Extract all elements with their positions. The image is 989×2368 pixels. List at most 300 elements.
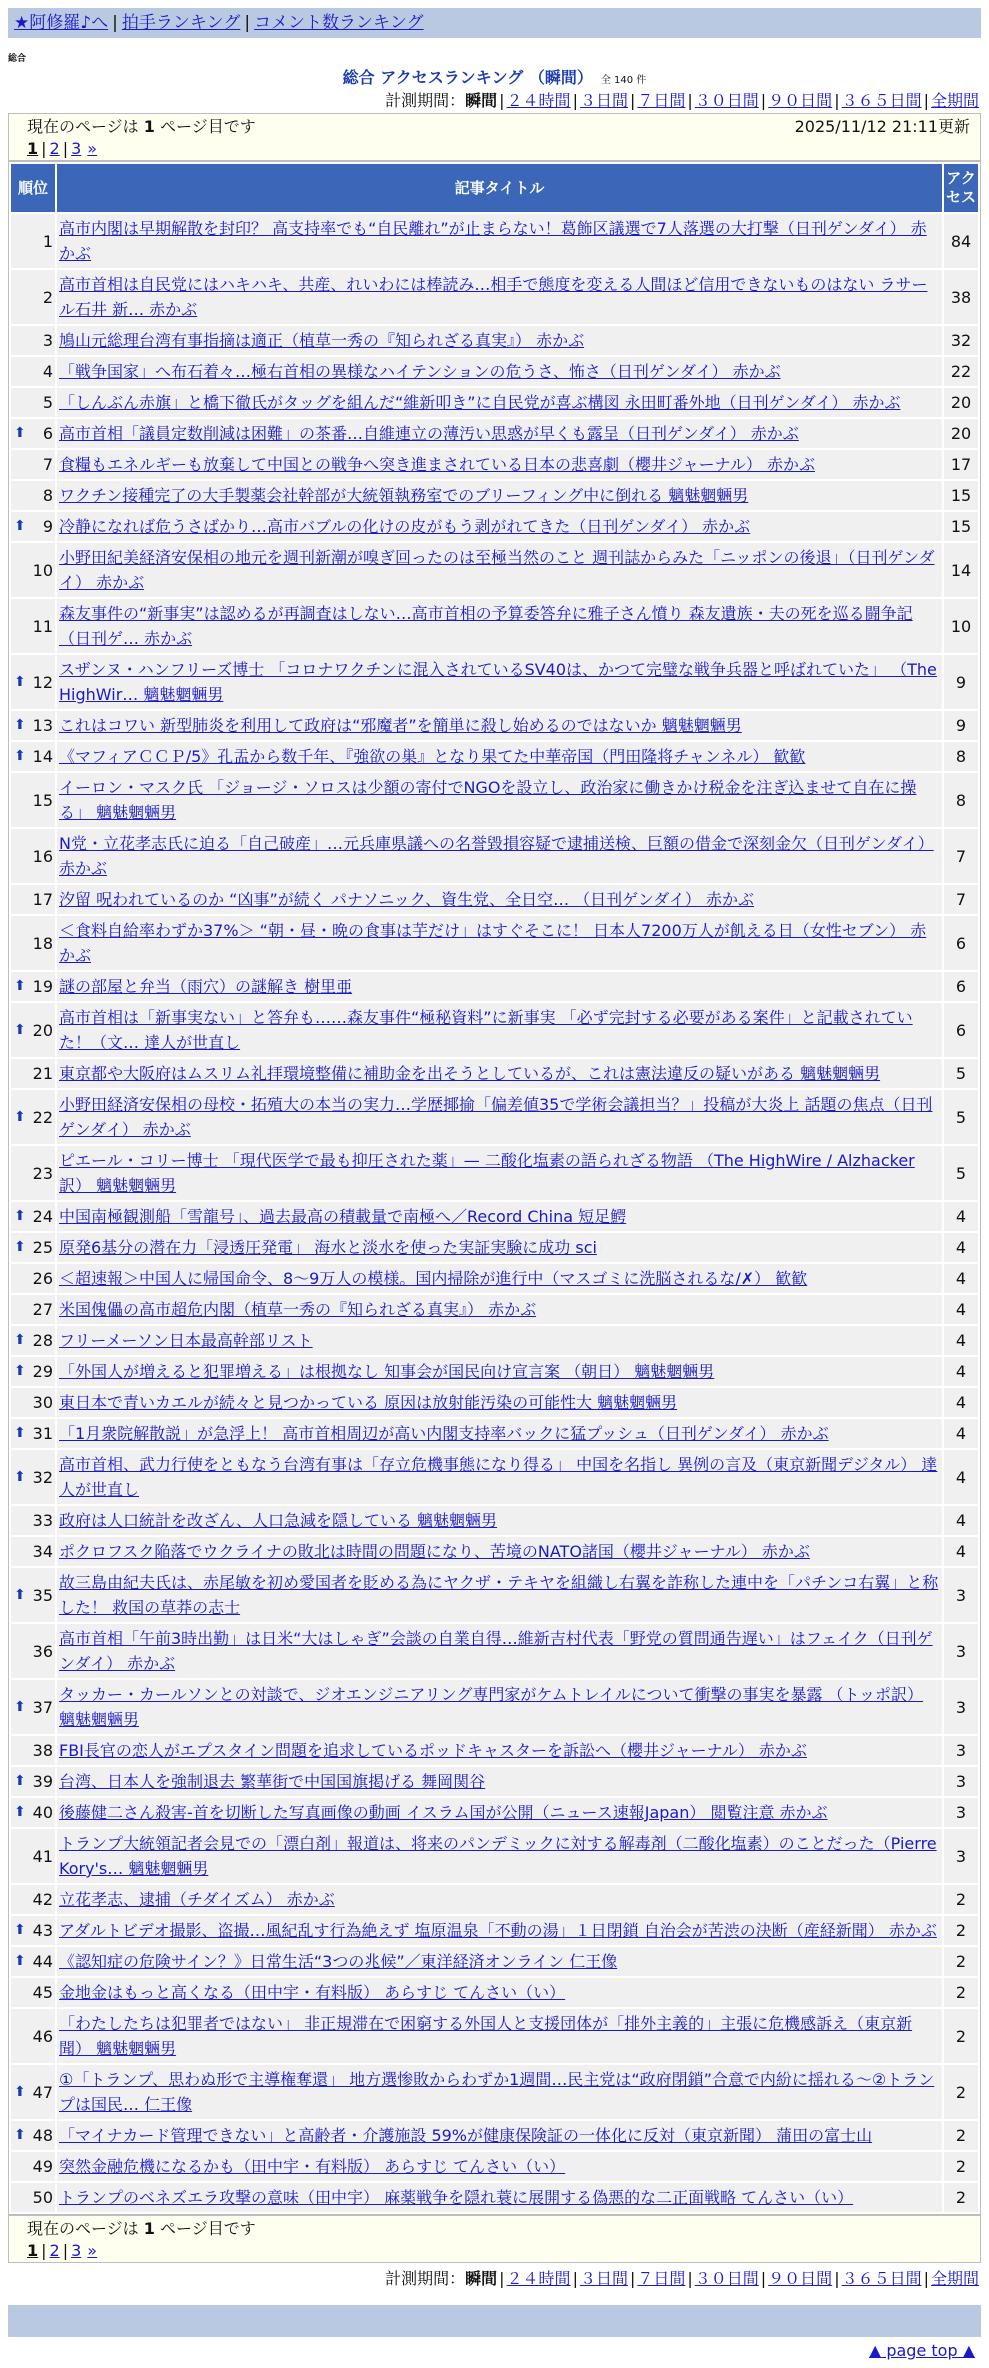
title-cell — [57, 512, 942, 541]
title-cell — [57, 1506, 942, 1535]
article-title-link[interactable]: 「戦争国家」へ布石着々…極右首相の異様なハイテンションの危うさ、怖さ（日刊ゲンダイ） 赤かぶ — [59, 362, 781, 381]
rank-number: 48 — [32, 2126, 53, 2145]
rank-number: 17 — [32, 890, 53, 909]
rank-cell — [11, 1059, 55, 1088]
rank-cell — [11, 1798, 55, 1827]
table-row — [11, 1506, 978, 1535]
access-count: 4 — [944, 1295, 978, 1324]
access-count: 3 — [944, 1680, 978, 1734]
access-count: 15 — [944, 512, 978, 541]
table-row — [11, 1090, 978, 1144]
article-title-link[interactable]: ワクチン接種完了の大手製薬会社幹部が大統領執務室でのブリーフィング中に倒れる 魑魅魍魎男 — [59, 486, 749, 505]
article-title-link[interactable]: 高市首相「議員定数削減は困難」の茶番…自維連立の薄汚い思惑が早くも露呈（日刊ゲンダイ） 赤かぶ — [59, 424, 799, 443]
access-count: 2 — [944, 1885, 978, 1914]
title-cell — [57, 388, 942, 417]
pager-link-next-bottom[interactable]: » — [87, 2241, 98, 2260]
article-title-link[interactable]: 高市首相は自民党にはハキハキ、共産、れいわには棒読み…相手で態度を変える人間ほど信用できないものはない ラサール石井 新… 赤かぶ — [59, 275, 928, 319]
access-count: 10 — [944, 599, 978, 653]
rank-number: 33 — [32, 1511, 53, 1530]
title-cell — [57, 326, 942, 355]
up-arrow-icon: ⬆ — [14, 717, 26, 733]
rank-cell — [11, 829, 55, 883]
article-title-link[interactable]: 立花孝志、逮捕（チダイズム） 赤かぶ — [59, 1890, 335, 1909]
period-selector-top: 計測期間：瞬間 | ２４時間 | ３日間 | ７日間 | ３０日間 | ９０日間 | ３６５日間 | 全期間 — [385, 91, 979, 110]
rank-cell — [11, 270, 55, 324]
table-row — [11, 1357, 978, 1386]
rank-number: 22 — [32, 1107, 53, 1127]
up-arrow-icon: ⬆ — [14, 1773, 26, 1789]
title-cell — [57, 1568, 942, 1622]
table-row — [11, 1568, 978, 1622]
access-count: 6 — [944, 916, 978, 970]
table-header-row — [11, 164, 978, 212]
table-row — [11, 1326, 978, 1355]
title-cell — [57, 270, 942, 324]
article-title-link[interactable]: 「マイナカード管理できない」と高齢者・介護施設 59%が健康保険証の一体化に反対（東京新聞） 蒲田の富士山 — [59, 2126, 873, 2145]
rank-cell — [11, 1090, 55, 1144]
up-arrow-icon: ⬆ — [14, 2083, 26, 2100]
access-count: 3 — [944, 1624, 978, 1678]
period-link-365d-bottom[interactable]: ３６５日間 — [841, 2269, 922, 2288]
rank-cell — [11, 1357, 55, 1386]
title-cell — [57, 481, 942, 510]
access-count: 4 — [944, 1537, 978, 1566]
article-title-link[interactable]: ＜超速報＞中国人に帰国命令、8～9万人の模様。国内掃除が進行中（マスゴミに洗脳されるな/✗） 歓歓 — [59, 1269, 808, 1288]
rank-number: 26 — [32, 1269, 53, 1288]
rank-number: 12 — [32, 672, 53, 692]
table-row — [11, 388, 978, 417]
rank-cell — [11, 1680, 55, 1734]
table-row — [11, 214, 978, 268]
article-title-link[interactable]: 原発6基分の潜在力「浸透圧発電」 海水と淡水を使った実証実験に成功 sci — [59, 1238, 597, 1257]
period-current-bottom: 瞬間 — [465, 2269, 498, 2288]
rank-cell — [11, 543, 55, 597]
rank-number: 46 — [32, 2026, 53, 2046]
title-cell — [57, 1978, 942, 2007]
rank-cell — [11, 2121, 55, 2150]
table-row — [11, 1059, 978, 1088]
title-cell — [57, 773, 942, 827]
access-count: 3 — [944, 1829, 978, 1883]
table-row — [11, 1978, 978, 2007]
article-title-link[interactable]: 「1月衆院解散説」が急浮上！ 高市首相周辺が高い内閣支持率バックに猛プッシュ（日刊ゲンダイ） 赤かぶ — [59, 1424, 829, 1443]
rank-cell — [11, 1506, 55, 1535]
rank-cell — [11, 1885, 55, 1914]
ranking-table-body — [11, 214, 978, 2212]
title-cell — [57, 1090, 942, 1144]
access-count: 4 — [944, 1326, 978, 1355]
article-title-link[interactable]: トランプ大統領記者会見での「漂白剤」報道は、将来のパンデミックに対する解毒剤（二酸化塩素）のことだった（Pierre Kory's… 魑魅魍魎男 — [59, 1834, 937, 1878]
rank-cell — [11, 1829, 55, 1883]
article-title-link[interactable]: 高市首相は「新事実ない」と答弁も……森友事件“極秘資料”に新事実 「必ず完封する必要がある案件」と記載されていた！（文… 達人が世直し — [59, 1008, 913, 1052]
rank-cell — [11, 1233, 55, 1262]
access-count: 4 — [944, 1388, 978, 1417]
pager-bottom: 1 | 2 | 3 » — [27, 2241, 98, 2260]
rank-cell — [11, 1326, 55, 1355]
table-row — [11, 829, 978, 883]
article-title-link[interactable]: N党・立花孝志氏に迫る「自己破産」…元兵庫県議への名誉毀損容疑で逮捕送検、巨額の借金で深刻金欠（日刊ゲンダイ） 赤かぶ — [59, 834, 934, 878]
table-row — [11, 543, 978, 597]
rank-cell — [11, 972, 55, 1001]
title-cell — [57, 1233, 942, 1262]
rank-number: 44 — [32, 1952, 53, 1971]
table-row — [11, 1829, 978, 1883]
table-row — [11, 1537, 978, 1566]
table-row — [11, 885, 978, 914]
rank-cell — [11, 1450, 55, 1504]
article-title-link[interactable]: 後藤健二さん殺害-首を切断した写真画像の動画 イスラム国が公開（ニュース速報Japan） 閲覧注意 赤かぶ — [59, 1803, 828, 1822]
title-cell — [57, 1419, 942, 1448]
rank-cell — [11, 773, 55, 827]
article-title-link[interactable]: 謎の部屋と弁当（雨穴）の謎解き 樹里亜 — [59, 977, 353, 996]
table-row — [11, 512, 978, 541]
table-row — [11, 1003, 978, 1057]
title-cell — [57, 214, 942, 268]
rank-cell — [11, 711, 55, 740]
access-count: 20 — [944, 419, 978, 448]
access-count: 6 — [944, 972, 978, 1001]
title-cell — [57, 1736, 942, 1765]
title-cell — [57, 1537, 942, 1566]
period-link-90d[interactable]: ９０日間 — [768, 91, 833, 110]
article-title-link[interactable]: 中国南極観測船「雪龍号」、過去最高の積載量で南極へ／Record China 短足鰐 — [59, 1207, 627, 1226]
up-arrow-icon: ⬆ — [14, 425, 26, 441]
access-count: 5 — [944, 1090, 978, 1144]
rank-cell — [11, 1947, 55, 1976]
up-arrow-icon: ⬆ — [14, 1239, 26, 1255]
rank-number: 14 — [32, 747, 53, 766]
article-title-link[interactable]: ピエール・コリー博士 「現代医学で最も抑圧された薬」— 二酸化塩素の語られざる物語 （The HighWire / Alzhacker訳） 魑魅魍魎男 — [59, 1151, 915, 1195]
rank-cell — [11, 1202, 55, 1231]
rank-cell — [11, 916, 55, 970]
rank-number: 32 — [32, 1467, 53, 1487]
period-link-3d-bottom[interactable]: ３日間 — [579, 2269, 628, 2288]
article-title-link[interactable]: 汐留 呪われているのか “凶事”が続く パナソニック、資生党、全日空… （日刊ゲンダイ） 赤かぶ — [59, 890, 754, 909]
bottom-bar — [8, 2305, 981, 2337]
page-top-link[interactable]: ▲ page top ▲ — [868, 2341, 975, 2360]
table-row — [11, 357, 978, 386]
pager-link-3[interactable]: 3 — [71, 139, 82, 158]
access-count: 15 — [944, 481, 978, 510]
rank-cell — [11, 1264, 55, 1293]
rank-number: 47 — [32, 2082, 53, 2102]
up-arrow-icon: ⬆ — [14, 518, 26, 534]
period-link-30d-bottom[interactable]: ３０日間 — [694, 2269, 759, 2288]
rank-cell — [11, 214, 55, 268]
title-cell — [57, 1295, 942, 1324]
pager-top: 1 | 2 | 3 » — [27, 139, 98, 158]
title-cell — [57, 599, 942, 653]
rank-number: 50 — [32, 2188, 53, 2207]
article-title-link[interactable]: 《マフィアＣＣＰ/5》孔盂から数千年、『強欲の巣』となり果てた中華帝国（門田隆将チャンネル） 歓歓 — [59, 747, 806, 766]
up-arrow-icon: ⬆ — [14, 1953, 26, 1969]
header-count: アクセス — [944, 164, 978, 212]
current-page-suffix-bottom: ページ目です — [160, 2219, 256, 2238]
rank-cell — [11, 1978, 55, 2007]
period-label: 計測期間： — [385, 91, 466, 110]
pager-current-bottom: 1 — [27, 2241, 39, 2260]
pager-current: 1 — [27, 139, 39, 158]
rank-number: 40 — [32, 1803, 53, 1822]
rank-number: 7 — [42, 455, 53, 474]
access-count: 2 — [944, 2009, 978, 2063]
article-title-link[interactable]: 《認知症の危険サイン？》日常生活“3つの兆候”／東洋経済オンライン 仁王像 — [59, 1952, 618, 1971]
rank-number: 31 — [32, 1424, 53, 1443]
title-cell — [57, 1326, 942, 1355]
article-title-link[interactable]: 「外国人が増えると犯罪増える」は根拠なし 知事会が国民向け宣言案 （朝日） 魑魅魍魎男 — [59, 1362, 715, 1381]
rank-number: 11 — [32, 616, 53, 636]
title-cell — [57, 419, 942, 448]
table-row — [11, 1419, 978, 1448]
article-title-link[interactable]: ＜食料自給率わずか37%＞ “朝・昼・晩の食事は芋だけ」はすぐそこに！ 日本人7200万人が飢える日（女性セブン） 赤かぶ — [59, 921, 927, 965]
title-cell — [57, 829, 942, 883]
access-count: 4 — [944, 1450, 978, 1504]
updated-timestamp: 2025/11/12 21:11更新 — [794, 117, 970, 136]
period-selector-bottom: 計測期間：瞬間 | ２４時間 | ３日間 | ７日間 | ３０日間 | ９０日間 | ３６５日間 | 全期間 — [385, 2269, 979, 2288]
title-cell — [57, 916, 942, 970]
rank-number: 4 — [42, 362, 53, 381]
rank-number: 37 — [32, 1697, 53, 1717]
article-title-link[interactable]: 金地金はもっと高くなる（田中宇・有料版） あらすじ てんさい（い） — [59, 1983, 566, 2002]
article-title-link[interactable]: 食糧もエネルギーも放棄して中国との戦争へ突き進まされている日本の悲喜劇（櫻井ジャーナル） 赤かぶ — [59, 455, 815, 474]
pager-link-2[interactable]: 2 — [49, 139, 60, 158]
rank-number: 1 — [42, 231, 53, 251]
table-row — [11, 326, 978, 355]
rank-number: 8 — [42, 486, 53, 505]
current-page-prefix-bottom: 現在のページは — [27, 2219, 139, 2238]
period-label-bottom: 計測期間： — [385, 2269, 466, 2288]
article-title-link[interactable]: FBI長官の恋人がエプスタイン問題を追求しているポッドキャスターを訴訟へ（櫻井ジャーナル） 赤かぶ — [59, 1741, 807, 1760]
period-link-3d[interactable]: ３日間 — [579, 91, 628, 110]
article-title-link[interactable]: 鳩山元総理台湾有事指摘は適正（植草一秀の『知られざる真実』） 赤かぶ — [59, 331, 585, 350]
title-cell — [57, 1624, 942, 1678]
article-title-link[interactable]: 「しんぶん赤旗」と橋下徹氏がタッグを組んだ“維新叩き”に自民党が喜ぶ構図 永田町番外地（日刊ゲンダイ） 赤かぶ — [59, 393, 901, 412]
access-count: 7 — [944, 829, 978, 883]
pager-link-3-bottom[interactable]: 3 — [71, 2241, 82, 2260]
article-title-link[interactable]: 台湾、日本人を強制退去 繁華街で中国国旗掲げる 舞岡関谷 — [59, 1772, 486, 1791]
rank-number: 23 — [32, 1163, 53, 1183]
article-title-link[interactable]: 小野田紀美経済安保相の地元を週刊新潮が嗅ぎ回ったのは至極当然のこと 週刊誌からみた「ニッポンの後退」（日刊ゲンダイ） 赤かぶ — [59, 548, 935, 592]
up-arrow-icon: ⬆ — [14, 1804, 26, 1820]
page-info-top — [8, 113, 981, 161]
rank-number: 20 — [32, 1020, 53, 1040]
article-title-link[interactable]: タッカー・カールソンとの対談で、ジオエンジニアリング専門家がケムトレイルについて衝撃の事実を暴露 （トッポ訳） 魑魅魍魎男 — [59, 1685, 924, 1729]
page-info-bottom — [8, 2215, 981, 2263]
title-cell — [57, 1202, 942, 1231]
rank-cell — [11, 1537, 55, 1566]
period-link-7d-bottom[interactable]: ７日間 — [637, 2269, 686, 2288]
title-cell — [57, 742, 942, 771]
rank-number: 45 — [32, 1983, 53, 2002]
access-count: 2 — [944, 2183, 978, 2212]
rank-cell — [11, 1003, 55, 1057]
access-count: 3 — [944, 1736, 978, 1765]
rank-cell — [11, 450, 55, 479]
rank-number: 21 — [32, 1064, 53, 1083]
rank-number: 30 — [32, 1393, 53, 1412]
table-row — [11, 711, 978, 740]
up-arrow-icon: ⬆ — [14, 1208, 26, 1224]
top-nav-link-home[interactable]: ★阿修羅♪へ — [14, 13, 109, 33]
title-cell — [57, 1767, 942, 1796]
current-page-text-bottom — [27, 2218, 970, 2240]
article-title-link[interactable]: 東日本で青いカエルが続々と見つかっている 原因は放射能汚染の可能性大 魑魅魍魎男 — [59, 1393, 678, 1412]
period-current: 瞬間 — [465, 91, 498, 110]
title-cell — [57, 1357, 942, 1386]
article-title-link[interactable]: 「わたしたちは犯罪者ではない」 非正規滞在で困窮する外国人と支援団体が「排外主義的」主張に危機感訴え（東京新聞） 魑魅魍魎男 — [59, 2014, 913, 2058]
rank-cell — [11, 388, 55, 417]
title-cell — [57, 1680, 942, 1734]
period-link-30d[interactable]: ３０日間 — [694, 91, 759, 110]
up-arrow-icon: ⬆ — [14, 2127, 26, 2143]
rank-cell — [11, 481, 55, 510]
access-count: 4 — [944, 1506, 978, 1535]
rank-cell — [11, 885, 55, 914]
article-title-link[interactable]: トランプのベネズエラ攻撃の意味（田中宇） 麻薬戦争を隠れ蓑に展開する偽悪的な二正面戦略 てんさい（い） — [59, 2188, 854, 2207]
up-arrow-icon: ⬆ — [14, 748, 26, 764]
access-count: 2 — [944, 2121, 978, 2150]
article-title-link[interactable]: スザンヌ・ハンフリーズ博士 「コロナワクチンに混入されているSV40は、かつて完璧な戦争兵器と呼ばれていた」 （The HighWir… 魑魅魍魎男 — [59, 660, 937, 704]
article-title-link[interactable]: 冷静になれば危うさばかり…高市バブルの化けの皮がもう剥がれてきた（日刊ゲンダイ） 赤かぶ — [59, 517, 751, 536]
title-cell — [57, 1916, 942, 1945]
access-count: 9 — [944, 711, 978, 740]
title-cell — [57, 543, 942, 597]
rank-number: 38 — [32, 1741, 53, 1760]
table-row — [11, 1680, 978, 1734]
rank-number: 18 — [32, 933, 53, 953]
total-count: 全 140 件 — [600, 75, 647, 86]
access-count: 22 — [944, 357, 978, 386]
article-title-link[interactable]: 高市首相「午前3時出勤」は日米“大はしゃぎ”会談の自業自得…維新吉村代表「野党の質問通告遅い」はフェイク（日刊ゲンダイ） 赤かぶ — [59, 1629, 933, 1673]
rank-cell — [11, 357, 55, 386]
access-count: 7 — [944, 885, 978, 914]
article-title-link[interactable]: 小野田経済安保相の母校・拓殖大の本当の実力…学歴揶揄「偏差値35で学術会議担当？」投稿が大炎上 話題の焦点（日刊ゲンダイ） 赤かぶ — [59, 1095, 933, 1139]
rank-number: 15 — [32, 790, 53, 810]
article-title-link[interactable]: 政府は人口統計を改ざん、人口急減を隠している 魑魅魍魎男 — [59, 1511, 498, 1530]
article-title-link[interactable]: イーロン・マスク氏 「ジョージ・ソロスは少額の寄付でNGOを設立し、政治家に働きかけ税金を注ぎ込ませて自在に操る」 魑魅魍魎男 — [59, 778, 917, 822]
current-page-number: 1 — [143, 117, 155, 136]
article-title-link[interactable]: これはコワい 新型肺炎を利用して政府は“邪魔者”を簡単に殺し始めるのではないか 魑魅魍魎男 — [59, 716, 742, 735]
rank-cell — [11, 2152, 55, 2181]
article-title-link[interactable]: 故三島由紀夫氏は、赤尾敏を初め愛国者を貶める為にヤクザ・テキヤを組織し右翼を詐称した連中を「パチンコ右翼」と称した！ 救国の草莽の志士 — [59, 1573, 939, 1617]
title-cell — [57, 1146, 942, 1200]
rank-number: 10 — [32, 560, 53, 580]
article-title-link[interactable]: フリーメーソン日本最高幹部リスト — [59, 1331, 313, 1350]
period-link-all[interactable]: 全期間 — [930, 91, 979, 110]
access-count: 3 — [944, 1568, 978, 1622]
title-cell — [57, 972, 942, 1001]
title-cell — [57, 2121, 942, 2150]
rank-number: 24 — [32, 1207, 53, 1226]
title-cell — [57, 2183, 942, 2212]
table-row — [11, 450, 978, 479]
article-title-link[interactable]: 米国傀儡の高市超危内閣（植草一秀の『知られざる真実』） 赤かぶ — [59, 1300, 537, 1319]
access-count: 20 — [944, 388, 978, 417]
table-row — [11, 270, 978, 324]
rank-number: 3 — [42, 331, 53, 350]
title-cell — [57, 1829, 942, 1883]
period-link-24h[interactable]: ２４時間 — [506, 91, 571, 110]
article-title-link[interactable]: 高市首相、武力行使をともなう台湾有事は「存立危機事態になり得る」 中国を名指し 異例の言及（東京新聞デジタル） 達人が世直し — [59, 1455, 938, 1499]
article-title-link[interactable]: ポクロフスク陥落でウクライナの敗北は時間の問題になり、苦境のNATO諸国（櫻井ジャーナル） 赤かぶ — [59, 1542, 810, 1561]
article-title-link[interactable]: 高市内閣は早期解散を封印？ 高支持率でも“自民離れ”が止まらない！葛飾区議選で7人落選の大打撃（日刊ゲンダイ） 赤かぶ — [59, 219, 927, 263]
table-row — [11, 655, 978, 709]
rank-cell — [11, 1916, 55, 1945]
title-cell — [57, 1264, 942, 1293]
access-count: 9 — [944, 655, 978, 709]
top-nav-bar: ★阿修羅♪へ | 拍手ランキング | コメント数ランキング — [8, 8, 981, 38]
table-row — [11, 1264, 978, 1293]
up-arrow-icon: ⬆ — [14, 1586, 26, 1603]
table-row — [11, 1450, 978, 1504]
title-cell — [57, 2152, 942, 2181]
access-count: 4 — [944, 1419, 978, 1448]
header-title: 記事タイトル — [57, 164, 942, 212]
table-row — [11, 972, 978, 1001]
table-row — [11, 1916, 978, 1945]
up-arrow-icon: ⬆ — [14, 1425, 26, 1441]
access-count: 8 — [944, 742, 978, 771]
table-row — [11, 2065, 978, 2119]
title-cell — [57, 2065, 942, 2119]
access-count: 8 — [944, 773, 978, 827]
period-link-all-bottom[interactable]: 全期間 — [930, 2269, 979, 2288]
pager-link-next[interactable]: » — [87, 139, 98, 158]
period-link-24h-bottom[interactable]: ２４時間 — [506, 2269, 571, 2288]
rank-cell — [11, 1388, 55, 1417]
rank-number: 27 — [32, 1300, 53, 1319]
table-row — [11, 2183, 978, 2212]
access-count: 3 — [944, 1798, 978, 1827]
up-arrow-icon: ⬆ — [14, 1363, 26, 1379]
table-row — [11, 1233, 978, 1262]
title-cell — [57, 885, 942, 914]
top-nav-link-applause-ranking[interactable]: 拍手ランキング — [121, 13, 241, 33]
article-title-link[interactable]: 突然金融危機になるかも（田中宇・有料版） あらすじ てんさい（い） — [59, 2157, 566, 2176]
article-title-link[interactable]: 森友事件の“新事実”は認めるが再調査はしない…高市首相の予算委答弁に雅子さん憤り 森友遺族・夫の死を巡る闘争記（日刊ゲ… 赤かぶ — [59, 604, 913, 648]
access-count: 5 — [944, 1059, 978, 1088]
pager-link-2-bottom[interactable]: 2 — [49, 2241, 60, 2260]
up-arrow-icon: ⬆ — [14, 1698, 26, 1715]
article-title-link[interactable]: 東京都や大阪府はムスリム礼拝環境整備に補助金を出そうとしているが、これは憲法違反の疑いがある 魑魅魍魎男 — [59, 1064, 881, 1083]
up-arrow-icon: ⬆ — [14, 1468, 26, 1485]
page-top-container — [0, 2341, 975, 2360]
title-cell — [57, 1003, 942, 1057]
access-count: 6 — [944, 1003, 978, 1057]
access-count: 2 — [944, 2152, 978, 2181]
title-cell — [57, 1885, 942, 1914]
access-count: 2 — [944, 2065, 978, 2119]
article-title-link[interactable]: アダルトビデオ撮影、盗撮…風紀乱す行為絶えず 塩原温泉「不動の湯」１日閉鎖 自治会が苦渋の決断（産経新聞） 赤かぶ — [59, 1921, 937, 1940]
table-row — [11, 742, 978, 771]
up-arrow-icon: ⬆ — [14, 1922, 26, 1938]
title-cell — [57, 1388, 942, 1417]
rank-cell — [11, 419, 55, 448]
title-cell — [57, 450, 942, 479]
period-link-7d[interactable]: ７日間 — [637, 91, 686, 110]
rank-cell — [11, 655, 55, 709]
period-link-90d-bottom[interactable]: ９０日間 — [768, 2269, 833, 2288]
ranking-heading — [0, 67, 989, 89]
article-title-link[interactable]: ①「トランプ、思わぬ形で主導権奪還」 地方選惨敗からわずか1週間…民主党は“政府閉鎖”合意で内紛に揺れる～②トランプは国民… 仁王像 — [59, 2070, 935, 2114]
rank-cell — [11, 1736, 55, 1765]
rank-number: 43 — [32, 1921, 53, 1940]
rank-cell — [11, 512, 55, 541]
ranking-table — [8, 161, 981, 2215]
top-nav-link-comment-ranking[interactable]: コメント数ランキング — [254, 13, 424, 33]
period-link-365d[interactable]: ３６５日間 — [841, 91, 922, 110]
category-label: 総合 — [8, 54, 27, 64]
